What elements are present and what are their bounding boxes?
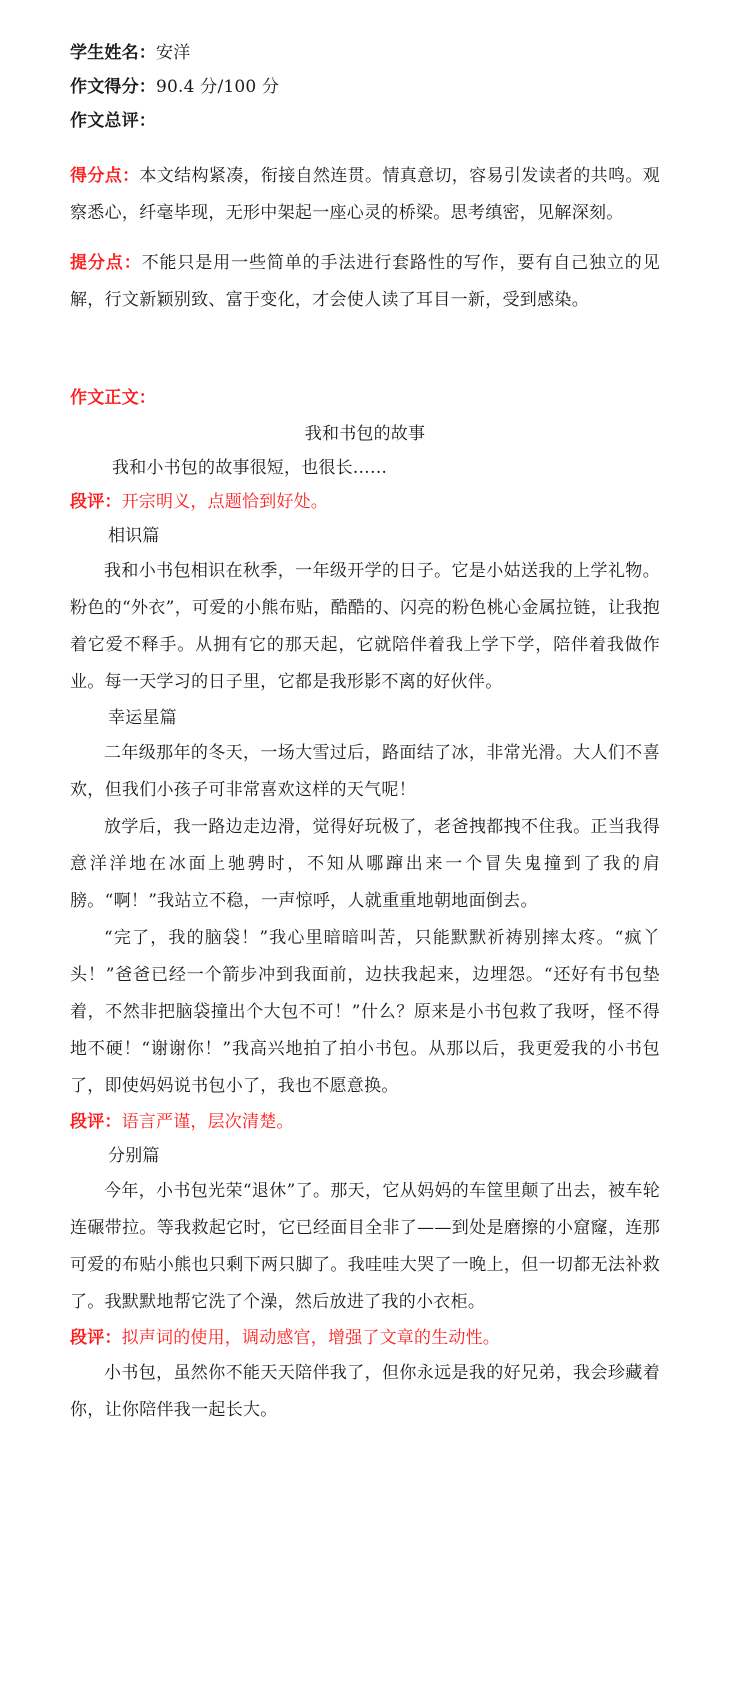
comment-label: 段评：	[70, 492, 122, 512]
essay-title: 我和书包的故事	[304, 424, 426, 444]
section-title-2: 幸运星篇	[108, 708, 177, 728]
strengths-text: 本文结构紧凑，衔接自然连贯。情真意切，容易引发读者的共鸣。观察悉心，纤毫毕现，无形中架起一座心灵的桥梁。思考缜密，见解深刻。	[70, 166, 660, 223]
essay-paragraph: 二年级那年的冬天，一场大雪过后，路面结了冰，非常光滑。大人们不喜欢，但我们小孩子可非常喜欢这样的天气呢！	[70, 743, 660, 800]
improve-label: 提分点：	[70, 253, 142, 273]
student-name-row	[70, 36, 660, 70]
comment-text: 语言严谨，层次清楚。	[121, 1112, 294, 1132]
strengths-label: 得分点：	[70, 166, 140, 186]
comment-text: 拟声词的使用，调动感官，增强了文章的生动性。	[121, 1328, 501, 1348]
strengths-paragraph	[70, 158, 660, 232]
essay-paragraph: 我和小书包相识在秋季，一年级开学的日子。它是小姑送我的上学礼物。粉色的“外衣”，可爱的小熊布贴，酷酷的、闪亮的粉色桃心金属拉链，让我抱着它爱不释手。从拥有它的那天起，它就陪伴着我上学下学，陪伴着我做作业。每一天学习的日子里，它都是我形影不离的好伙伴。	[70, 561, 660, 692]
essay-closing: 小书包，虽然你不能天天陪伴我了，但你永远是我的好兄弟，我会珍藏着你，让你陪伴我一起长大。	[70, 1363, 660, 1420]
section-title-3: 分别篇	[108, 1146, 160, 1166]
comment-label: 段评：	[70, 1112, 122, 1132]
comment-text: 开宗明义，点题恰到好处。	[121, 492, 329, 512]
comment-label: 段评：	[70, 1328, 122, 1348]
score-label: 作文得分：	[70, 77, 156, 97]
review-label: 作文总评：	[70, 111, 156, 131]
essay-paragraph: 今年，小书包光荣“退休”了。那天，它从妈妈的车筐里颠了出去，被车轮连碾带拉。等我救起它时，它已经面目全非了——到处是磨擦的小窟窿，连那可爱的布贴小熊也只剩下两只脚了。我哇哇大哭了一晚上，但一切都无法补救了。我默默地帮它洗了个澡，然后放进了我的小衣柜。	[70, 1181, 660, 1312]
student-name: 安洋	[156, 43, 191, 63]
improve-paragraph	[70, 245, 660, 319]
section-title-1: 相识篇	[108, 526, 160, 546]
paragraph-comment-1	[70, 485, 660, 519]
paragraph-comment-3	[70, 1321, 660, 1355]
document-page	[70, 36, 660, 1429]
essay-label: 作文正文：	[70, 388, 156, 408]
essay-intro: 我和小书包的故事很短，也很长……	[112, 458, 388, 478]
improve-text: 不能只是用一些简单的手法进行套路性的写作，要有自己独立的见解，行文新颖别致、富于变化，才会使人读了耳目一新，受到感染。	[70, 253, 660, 310]
paragraph-comment-2	[70, 1105, 660, 1139]
essay-paragraph: 放学后，我一路边走边滑，觉得好玩极了，老爸拽都拽不住我。正当我得意洋洋地在冰面上驰骋时，不知从哪蹿出来一个冒失鬼撞到了我的肩膀。“啊！”我站立不稳，一声惊呼，人就重重地朝地面倒去。	[70, 817, 660, 911]
student-name-label: 学生姓名：	[70, 43, 156, 63]
essay-paragraph: “完了，我的脑袋！”我心里暗暗叫苦，只能默默祈祷别摔太疼。“疯丫头！”爸爸已经一个箭步冲到我面前，边扶我起来，边埋怨。“还好有书包垫着，不然非把脑袋撞出个大包不可！”什么？原来是小书包救了我呀，怪不得地不硬！“谢谢你！”我高兴地拍了拍小书包。从那以后，我更爱我的小书包了，即使妈妈说书包小了，我也不愿意换。	[70, 928, 660, 1096]
score-value: 90.4 分/100 分	[156, 77, 280, 97]
score-row	[70, 70, 660, 104]
